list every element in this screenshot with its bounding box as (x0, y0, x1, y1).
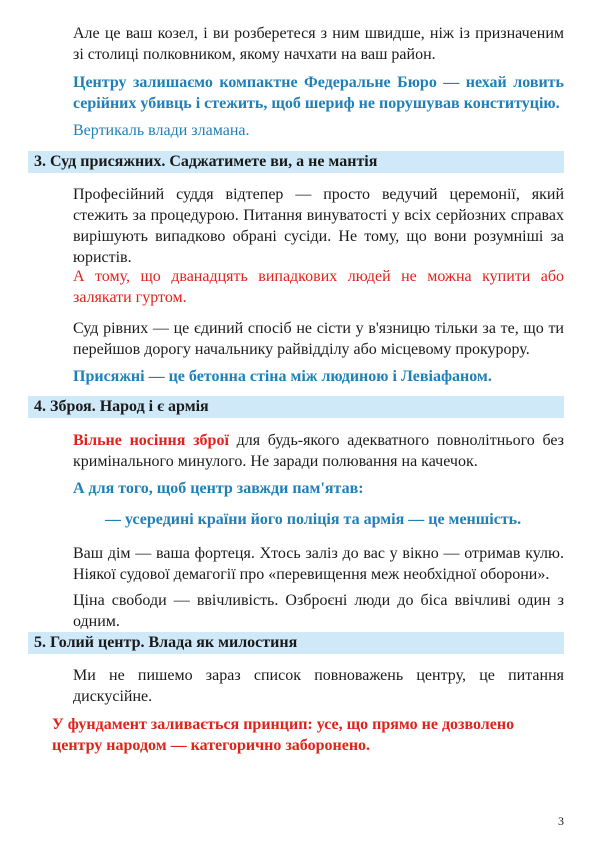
paragraph: Але це ваш козел, і ви розберетеся з ним швидше, ніж із призначеним зі столиці полковником, якому начхати на ваш район. (73, 25, 564, 63)
paragraph-text: для будь-якого адекватного повнолітнього без кримінального минулого. Не заради полювання на качечок. (73, 432, 564, 470)
section-heading-3: 3. Суд присяжних. Саджатимете ви, а не мантія (28, 151, 564, 173)
paragraph: Суд рівних — це єдиний спосіб не сісти у в'язницю тільки за те, що ти перейшов дорогу начальнику райвідділу або місцевому прокурору. (73, 320, 564, 358)
paragraph: Ми не пишемо зараз список повноважень центру, це питання дискусійне. (73, 667, 564, 705)
highlight-paragraph: А для того, щоб центр завжди пам'ятав: (73, 480, 364, 497)
highlight-paragraph: — усередині країни його поліція та армія — це меншість. (105, 511, 522, 528)
paragraph: Ваш дім — ваша фортеця. Хтось заліз до вас у вікно — отримав кулю. Ніякої судової демагогії про «перевищення меж необхідної оборони». (73, 545, 564, 583)
paragraph: Ціна свободи — ввічливість. Озброєні люди до біса ввічливі один з одним. (73, 592, 564, 630)
highlight-text: Вільне носіння зброї (73, 432, 229, 449)
section-heading-5: 5. Голий центр. Влада як милостиня (28, 632, 564, 654)
page-number: 3 (558, 814, 564, 828)
section-heading-4: 4. Зброя. Народ і є армія (28, 396, 564, 418)
paragraph (73, 430, 564, 472)
highlight-paragraph: Центру залишаємо компактне Федеральне Бюро — нехай ловить серійних убивць і стежить, щоб шериф не порушував конституцію. (73, 74, 564, 112)
highlight-paragraph: У фундамент заливається принцип: усе, що прямо не дозволено центру народом — категорично заборонено. (52, 716, 515, 754)
highlight-paragraph: А тому, що дванадцять випадкових людей не можна купити або залякати гуртом. (73, 268, 564, 306)
highlight-paragraph: Вертикаль влади зламана. (73, 122, 250, 139)
paragraph: Професійний суддя відтепер — просто ведучий церемонії, який стежить за процедурою. Питання винуватості у всіх серйозних справах вирішують випадково обрані сусіди. Не тому, що вони розумніші за юристів. (73, 186, 564, 266)
highlight-paragraph: Присяжні — це бетонна стіна між людиною і Левіафаном. (73, 368, 492, 385)
